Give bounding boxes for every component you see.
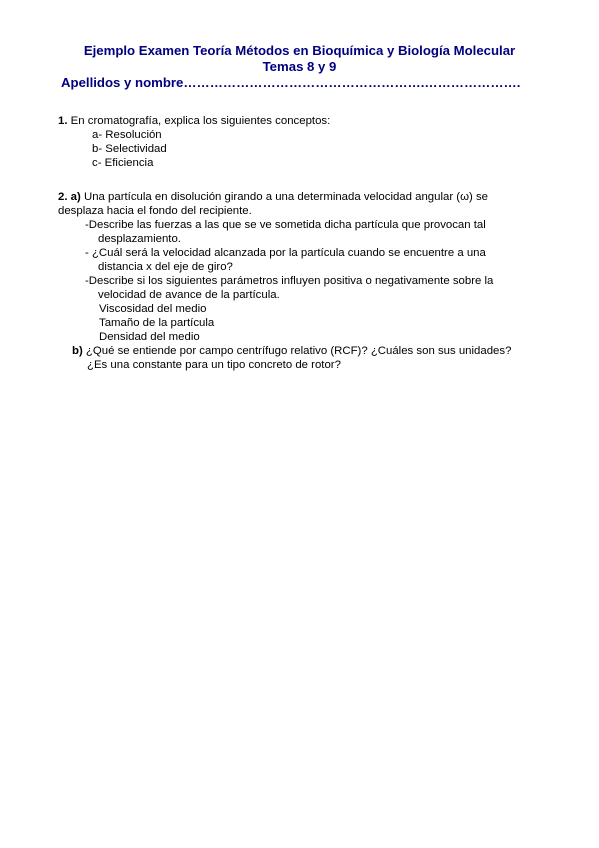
question-2a-item2-line1: - ¿Cuál será la velocidad alcanzada por la partícula cuando se encuentre a una xyxy=(85,247,486,259)
question-2b-line1 xyxy=(58,344,544,358)
question-1-option-c: c- Eficiencia xyxy=(92,157,154,169)
exam-subtitle: Temas 8 y 9 xyxy=(262,59,337,74)
question-2a-item3-line1: -Describe si los siguientes parámetros influyen positiva o negativamente sobre la xyxy=(85,275,494,287)
question-1-option-a: a- Resolución xyxy=(92,129,162,141)
exam-title: Ejemplo Examen Teoría Métodos en Bioquímica y Biología Molecular xyxy=(83,43,516,58)
param-particle-size: Tamaño de la partícula xyxy=(99,317,215,329)
exam-header xyxy=(40,43,559,91)
question-1-prompt xyxy=(58,114,544,128)
question-2-number: 2. a) xyxy=(58,191,81,203)
question-2a-intro-line2: desplaza hacia el fondo del recipiente. xyxy=(58,205,252,217)
question-2a-intro xyxy=(58,190,544,204)
question-1-text: En cromatografía, explica los siguientes conceptos: xyxy=(67,115,331,127)
question-2a-item1-line2: desplazamiento. xyxy=(98,233,181,245)
question-2a-item1-line1: -Describe las fuerzas a las que se ve sometida dicha partícula que provocan tal xyxy=(85,219,486,231)
question-2a-item3-line2: velocidad de avance de la partícula. xyxy=(98,289,280,301)
question-2a-item2-line2: distancia x del eje de giro? xyxy=(98,261,233,273)
question-2b-text-line1: ¿Qué se entiende por campo centrífugo relativo (RCF)? ¿Cuáles son sus unidades? xyxy=(82,345,512,357)
question-1-number: 1. xyxy=(58,115,68,127)
question-2b-line2: ¿Es una constante para un tipo concreto de rotor? xyxy=(87,359,341,371)
param-density: Densidad del medio xyxy=(99,331,200,343)
question-1 xyxy=(58,114,544,170)
question-2 xyxy=(58,190,544,372)
question-2b-label: b) xyxy=(72,345,83,357)
name-field-label: Apellidos y nombre……………………………………………….…………………. xyxy=(61,75,521,90)
question-2a-intro-line1: Una partícula en disolución girando a una determinada velocidad angular (ω) se xyxy=(80,191,488,203)
param-viscosity: Viscosidad del medio xyxy=(99,303,207,315)
question-1-option-b: b- Selectividad xyxy=(92,143,167,155)
